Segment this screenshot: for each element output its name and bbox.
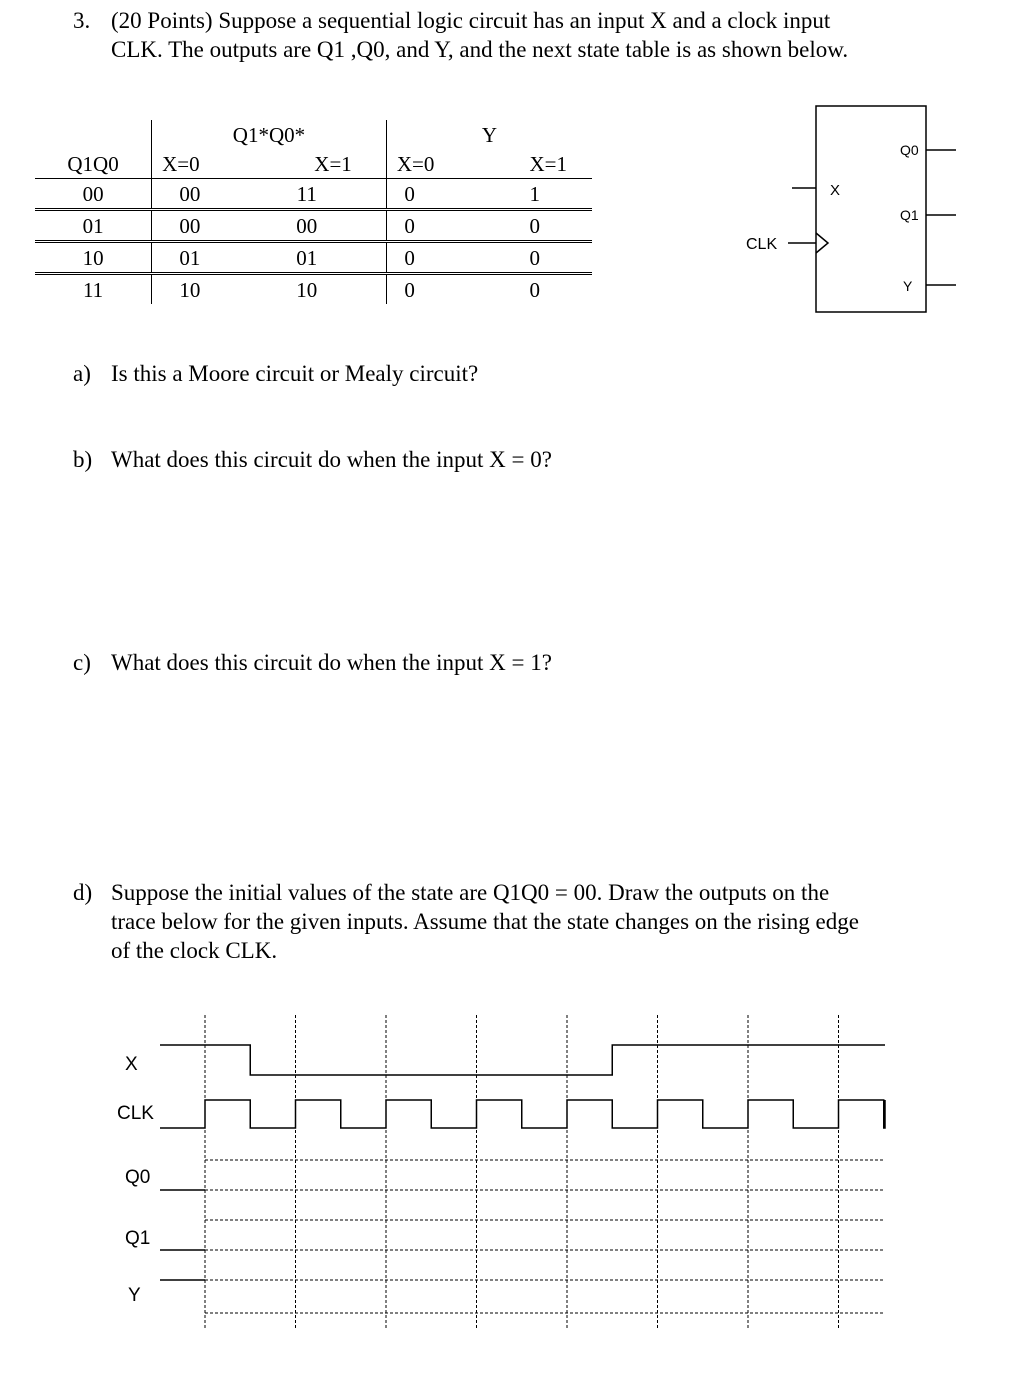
table-group-output: Y	[386, 120, 592, 149]
state-table	[35, 120, 592, 304]
table-row	[35, 210, 592, 242]
question-d-line-2: trace below for the given inputs. Assume that the state changes on the rising edge	[111, 909, 859, 934]
table-col-y-x1: X=1	[529, 151, 567, 176]
question-b-label: b)	[73, 447, 93, 472]
timing-label-y: Y	[128, 1285, 141, 1306]
timing-label-q1: Q1	[125, 1228, 151, 1249]
x-waveform	[160, 1045, 885, 1075]
block-label-clk: CLK	[746, 236, 778, 253]
table-cell: 0	[386, 242, 462, 274]
table-row	[35, 274, 592, 305]
table-group-next-state: Q1*Q0*	[152, 120, 387, 149]
question-c-label: c)	[73, 650, 91, 675]
timing-diagram	[100, 1015, 900, 1335]
timing-label-clk: CLK	[117, 1103, 154, 1124]
table-cell: 0	[462, 242, 592, 274]
table-col-state: Q1Q0	[67, 151, 119, 176]
block-label-q0: Q0	[900, 142, 919, 158]
table-cell: 01	[152, 242, 228, 274]
table-col-x0: X=0	[152, 149, 228, 179]
table-cell: 00	[152, 179, 228, 210]
block-diagram	[730, 95, 970, 325]
table-cell: 11	[228, 179, 387, 210]
table-cell: 0	[462, 274, 592, 305]
question-d-line-1: Suppose the initial values of the state are Q1Q0 = 00. Draw the outputs on the	[111, 880, 830, 905]
problem-number: 3.	[73, 8, 91, 33]
table-cell: 00	[228, 210, 387, 242]
question-d-label: d)	[73, 880, 93, 905]
table-cell: 11	[35, 274, 152, 305]
question-c-text: What does this circuit do when the input X = 1?	[111, 650, 552, 675]
table-cell: 00	[35, 179, 152, 210]
block-label-y: Y	[903, 278, 913, 294]
question-a-label: a)	[73, 361, 91, 386]
timing-label-q0: Q0	[125, 1167, 151, 1188]
table-cell: 0	[386, 210, 462, 242]
table-cell: 01	[35, 210, 152, 242]
table-cell: 01	[228, 242, 387, 274]
table-col-y-x0: X=0	[386, 149, 462, 179]
table-cell: 00	[152, 210, 228, 242]
table-row	[35, 179, 592, 210]
table-cell: 0	[386, 274, 462, 305]
problem-line-2: CLK. The outputs are Q1 ,Q0, and Y, and the next state table is as shown below.	[111, 37, 849, 62]
block-label-q1: Q1	[900, 207, 919, 223]
table-cell: 1	[462, 179, 592, 210]
clk-waveform	[160, 1100, 885, 1128]
table-cell: 10	[35, 242, 152, 274]
table-cell: 10	[228, 274, 387, 305]
question-a-text: Is this a Moore circuit or Mealy circuit?	[111, 361, 479, 386]
table-cell: 0	[386, 179, 462, 210]
table-col-x1: X=1	[314, 151, 352, 176]
clock-triangle-icon	[816, 233, 828, 253]
table-cell: 10	[152, 274, 228, 305]
block-label-x: X	[830, 182, 841, 199]
question-d-line-3: of the clock CLK.	[111, 938, 278, 963]
table-cell: 0	[462, 210, 592, 242]
question-b-text: What does this circuit do when the input X = 0?	[111, 447, 552, 472]
problem-line-1: (20 Points) Suppose a sequential logic circuit has an input X and a clock input	[111, 8, 831, 33]
timing-label-x: X	[125, 1054, 138, 1075]
table-row	[35, 242, 592, 274]
